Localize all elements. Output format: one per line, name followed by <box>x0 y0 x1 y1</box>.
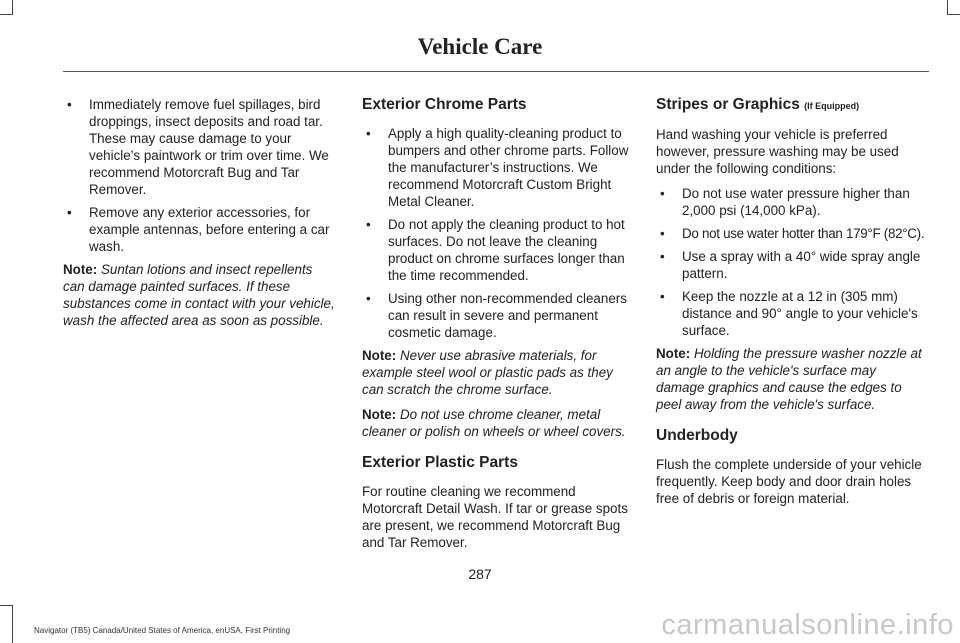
crop-mark <box>0 605 13 606</box>
section-heading <box>656 96 928 115</box>
section-heading: Underbody <box>656 427 738 444</box>
column-2 <box>362 96 634 559</box>
paragraph: Flush the complete underside of your vehicle frequently. Keep body and door drain holes free of debris or foreign material. <box>656 457 922 506</box>
list-item: • Keep the nozzle at a 12 in (305 mm) distance and 90° angle to your vehicle's surface. <box>656 288 928 339</box>
column-3 <box>656 96 928 515</box>
section-heading-text: Stripes or Graphics <box>656 96 800 113</box>
note <box>656 345 928 413</box>
list-item: • Use a spray with a 40° wide spray angle pattern. <box>656 248 928 282</box>
column-1 <box>63 96 335 337</box>
note-text: Suntan lotions and insect repellents can damage painted surfaces. If these substances come in contact with your vehicle, wash the affected area as soon as possible. <box>63 262 335 328</box>
crop-mark <box>947 14 960 15</box>
header-divider <box>63 71 929 72</box>
note-text: Never use abrasive materials, for example steel wool or plastic pads as they can scratch the chrome surface. <box>362 348 613 397</box>
bullet-list <box>656 185 928 339</box>
list-item: • Do not use water pressure higher than 2,000 psi (14,000 kPa). <box>656 185 928 219</box>
crop-mark <box>12 605 13 643</box>
page-title: Vehicle Care <box>417 34 543 59</box>
section-heading: Exterior Plastic Parts <box>362 454 518 471</box>
section-heading-qualifier: (If Equipped) <box>804 101 860 111</box>
note <box>362 406 634 440</box>
list-item: • Using other non-recommended cleaners can result in severe and permanent cosmetic damage. <box>362 290 634 341</box>
note <box>63 261 335 329</box>
note-label: Note: <box>656 346 691 361</box>
list-item: • Remove any exterior accessories, for example antennas, before entering a car wash. <box>63 204 335 255</box>
note-label: Note: <box>63 262 98 277</box>
watermark: carmanualsonline.info <box>661 609 954 641</box>
section-heading: Exterior Chrome Parts <box>362 96 527 113</box>
crop-mark <box>947 0 948 14</box>
crop-mark <box>0 14 13 15</box>
list-item: • Do not use water hotter than 179°F (82°C). <box>656 225 928 242</box>
crop-mark <box>12 0 13 14</box>
note-text: Holding the pressure washer nozzle at an angle to the vehicle's surface may damage graphics and cause the edges to peel away from the vehicle's surface. <box>656 346 922 412</box>
page-number: 287 <box>468 566 492 582</box>
bullet-list <box>63 96 335 255</box>
footer-text: Navigator (TB5) Canada/United States of America, enUSA, First Printing <box>34 626 291 635</box>
list-item: • Immediately remove fuel spillages, bird droppings, insect deposits and road tar. These may cause damage to your vehicle’s paintwork or trim over time. We recommend Motorcraft Bug and Tar Remover. <box>63 96 335 198</box>
paragraph: Hand washing your vehicle is preferred however, pressure washing may be used under the following conditions: <box>656 127 899 176</box>
note-label: Note: <box>362 407 397 422</box>
bullet-list <box>362 125 634 341</box>
list-item: • Do not apply the cleaning product to hot surfaces. Do not leave the cleaning product on chrome surfaces longer than the time recommended. <box>362 216 634 284</box>
paragraph: For routine cleaning we recommend Motorcraft Detail Wash. If tar or grease spots are present, we recommend Motorcraft Bug and Tar Remover. <box>362 484 628 550</box>
note-text: Do not use chrome cleaner, metal cleaner or polish on wheels or wheel covers. <box>362 407 626 439</box>
note <box>362 347 634 398</box>
list-item: • Apply a high quality-cleaning product to bumpers and other chrome parts. Follow the manufacturer’s instructions. We recommend Motorcraft Custom Bright Metal Cleaner. <box>362 125 634 210</box>
note-label: Note: <box>362 348 397 363</box>
